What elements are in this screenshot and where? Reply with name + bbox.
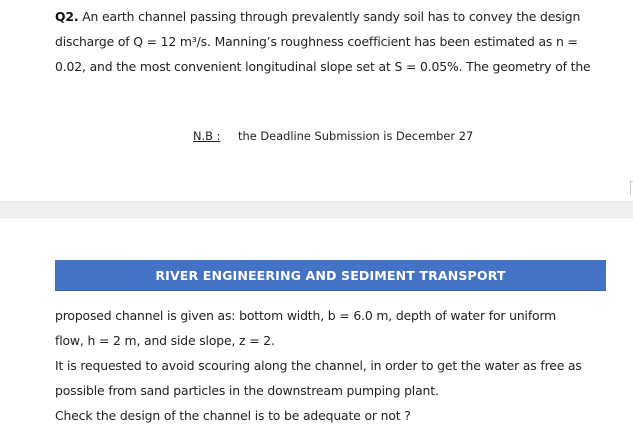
question-line-2: discharge of Q = 12 m³/s. Manning’s roughness coefficient has been estimated as n = (55, 34, 578, 49)
question-text-1: An earth channel passing through prevalently sandy soil has to convey the design (78, 9, 581, 24)
continued-line-3: It is requested to avoid scouring along the channel, in order to get the water as free as (55, 358, 582, 373)
deadline-note (193, 129, 473, 143)
continued-line-4: possible from sand particles in the downstream pumping plant. (55, 383, 439, 398)
continued-line-5: Check the design of the channel is to be adequate or not ? (55, 408, 411, 423)
question-number: Q2. (55, 9, 79, 24)
course-title: RIVER ENGINEERING AND SEDIMENT TRANSPORT (155, 267, 506, 283)
continued-line-1: proposed channel is given as: bottom width, b = 6.0 m, depth of water for uniform (55, 308, 557, 323)
continued-line-2: flow, h = 2 m, and side slope, z = 2. (55, 333, 275, 348)
page-break-separator (0, 201, 633, 218)
note-text: the Deadline Submission is December 27 (238, 129, 474, 143)
question-continued-paragraph (55, 303, 615, 428)
question-line-1 (55, 4, 615, 29)
question-paragraph (55, 4, 615, 79)
question-line-3: 0.02, and the most convenient longitudinal slope set at S = 0.05%. The geometry of the (55, 59, 591, 74)
document-page-1 (0, 0, 633, 201)
course-header-banner (55, 260, 606, 290)
note-label: N.B : (193, 129, 221, 143)
